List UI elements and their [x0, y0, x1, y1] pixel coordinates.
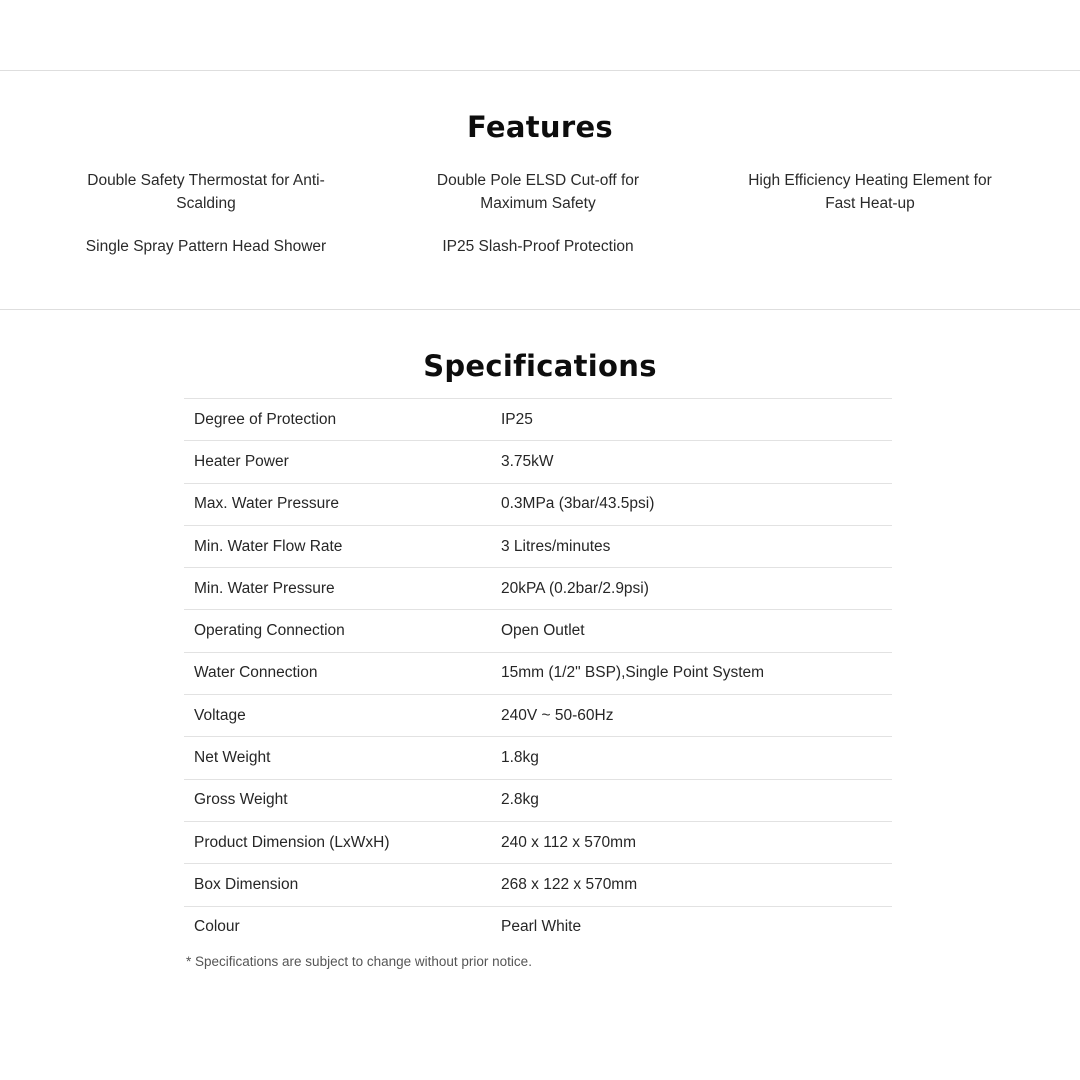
spec-value: Open Outlet	[491, 610, 892, 652]
spec-label: Operating Connection	[184, 610, 491, 652]
specifications-table	[184, 398, 892, 948]
table-row	[184, 779, 892, 821]
features-list	[40, 169, 1036, 258]
spec-label: Product Dimension (LxWxH)	[184, 821, 491, 863]
table-row	[184, 483, 892, 525]
top-divider	[0, 70, 1080, 71]
feature-item: IP25 Slash-Proof Protection	[442, 238, 634, 255]
section-divider	[0, 309, 1080, 310]
table-row	[184, 399, 892, 441]
features-heading: Features	[466, 110, 613, 144]
disclaimer-note: * Specifications are subject to change without prior notice.	[186, 954, 532, 969]
table-row	[184, 525, 892, 567]
spec-label: Colour	[184, 906, 491, 948]
table-row	[184, 821, 892, 863]
spec-label: Water Connection	[184, 652, 491, 694]
spec-value: 3.75kW	[491, 441, 892, 483]
specifications-heading: Specifications	[423, 349, 657, 383]
spec-value: IP25	[491, 399, 892, 441]
spec-value: 2.8kg	[491, 779, 892, 821]
spec-value: Pearl White	[491, 906, 892, 948]
spec-value: 240 x 112 x 570mm	[491, 821, 892, 863]
table-row	[184, 610, 892, 652]
spec-label: Min. Water Flow Rate	[184, 525, 491, 567]
spec-value: 240V ~ 50-60Hz	[491, 695, 892, 737]
spec-label: Heater Power	[184, 441, 491, 483]
table-row	[184, 441, 892, 483]
feature-item: High Efficiency Heating Element for Fast Heat-up	[748, 172, 992, 212]
spec-value: 20kPA (0.2bar/2.9psi)	[491, 568, 892, 610]
spec-value: 3 Litres/minutes	[491, 525, 892, 567]
spec-label: Voltage	[184, 695, 491, 737]
spec-label: Gross Weight	[184, 779, 491, 821]
feature-item: Single Spray Pattern Head Shower	[85, 238, 327, 255]
spec-value: 15mm (1/2" BSP),Single Point System	[491, 652, 892, 694]
table-row	[184, 864, 892, 906]
table-row	[184, 652, 892, 694]
spec-label: Degree of Protection	[184, 399, 491, 441]
table-row	[184, 737, 892, 779]
spec-value: 0.3MPa (3bar/43.5psi)	[491, 483, 892, 525]
spec-value: 268 x 122 x 570mm	[491, 864, 892, 906]
spec-label: Net Weight	[184, 737, 491, 779]
spec-label: Min. Water Pressure	[184, 568, 491, 610]
table-row	[184, 906, 892, 948]
table-row	[184, 568, 892, 610]
feature-item: Double Pole ELSD Cut-off for Maximum Safety	[436, 172, 640, 212]
spec-value: 1.8kg	[491, 737, 892, 779]
spec-label: Max. Water Pressure	[184, 483, 491, 525]
feature-item: Double Safety Thermostat for Anti-Scalding	[87, 172, 325, 212]
table-row	[184, 695, 892, 737]
spec-label: Box Dimension	[184, 864, 491, 906]
